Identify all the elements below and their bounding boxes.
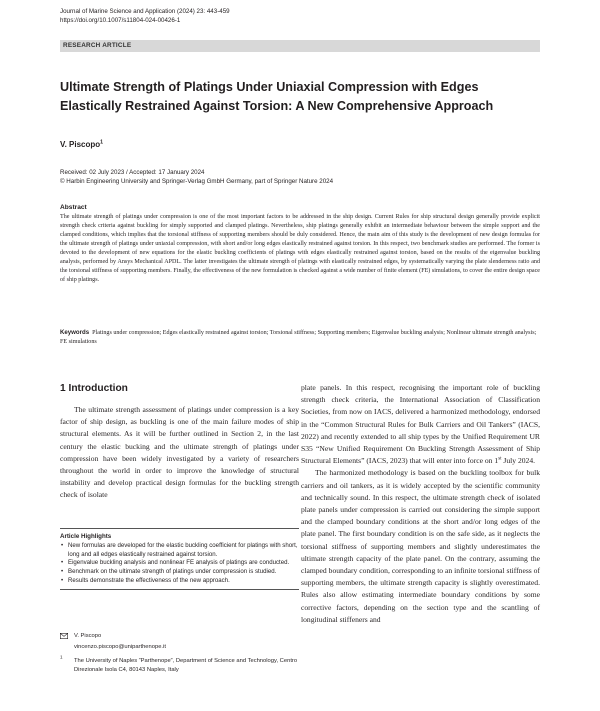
contact-email-row bbox=[60, 643, 299, 652]
author-name[interactable]: V. Piscopo bbox=[60, 140, 101, 149]
keywords-block bbox=[60, 328, 540, 347]
bullet-icon: • bbox=[61, 568, 64, 576]
abstract-heading: Abstract bbox=[60, 204, 87, 211]
highlights-top-rule bbox=[60, 528, 299, 529]
body-column-left bbox=[60, 404, 299, 502]
highlight-item: • Results demonstrate the effectiveness of the new approach. bbox=[61, 576, 230, 584]
highlight-item: • Benchmark on the ultimate strength of platings under compression is studied. bbox=[61, 568, 277, 576]
journal-header bbox=[60, 7, 230, 25]
intro-paragraph-1-cont-a: plate panels. In this respect, recognising the important role of buckling strength check criteria, the International Association of Classification Societies, from now on IACS, delivered a harmonized methodology, endorsed in the “Common Structural Rules for Bulk Carriers and Oil Tankers” (IACS, 2022) and recently extended to all ship types by the Unified Requirement UR S35 “New Unified Requirement On Buckling Strength Assessment of Ship Structural Elements” (IACS, 2023) that will enter into force on 1 bbox=[301, 383, 540, 466]
highlights-heading: Article Highlights bbox=[60, 533, 112, 540]
highlight-item: • Eigenvalue buckling analysis and nonlinear FE analysis of platings are conducted. bbox=[61, 559, 290, 567]
title-line-1: Ultimate Strength of Platings Under Uniaxial Compression with Edges bbox=[60, 80, 479, 94]
keywords-text: Platings under compression; Edges elastically restrained against torsion; Torsional stiffness; Supporting members; Eigenvalue buckling analysis; Nonlinear ultimate strength analysis; FE simulations bbox=[60, 330, 537, 346]
contact-name-row bbox=[60, 632, 299, 643]
intro-paragraph-1-cont-b: July 2024. bbox=[501, 456, 536, 466]
received-accepted: Received: 02 July 2023 / Accepted: 17 January 2024 bbox=[60, 169, 205, 176]
affiliation-row bbox=[60, 654, 299, 674]
bullet-icon: • bbox=[61, 542, 64, 549]
highlights-list bbox=[60, 542, 299, 586]
date-ordinal-suffix: st bbox=[498, 456, 502, 462]
article-dates bbox=[60, 168, 333, 186]
keywords-label: Keywords bbox=[60, 329, 90, 336]
envelope-icon bbox=[60, 632, 74, 643]
article-type-band bbox=[60, 40, 540, 52]
body-column-right bbox=[301, 382, 540, 626]
affiliation-number: 1 bbox=[60, 654, 63, 660]
journal-citation: Journal of Marine Science and Application (2024) 23: 443-459 bbox=[60, 8, 230, 15]
section-heading-introduction: 1 Introduction bbox=[60, 383, 128, 394]
bullet-icon: • bbox=[61, 576, 64, 584]
intro-paragraph-1-cont bbox=[301, 382, 540, 467]
article-highlights-box bbox=[60, 528, 299, 590]
corresponding-author-note bbox=[60, 632, 299, 674]
bullet-icon: • bbox=[61, 559, 64, 567]
title-line-2: Elastically Restrained Against Torsion: A New Comprehensive Approach bbox=[60, 99, 494, 113]
article-type-label: RESEARCH ARTICLE bbox=[63, 42, 132, 49]
article-title bbox=[60, 78, 540, 116]
abstract-text: The ultimate strength of platings under compression is one of the most important factors to be addressed in the ship design. Current Rules for ship structural design generally provide explicit strength check criteria against buckling for simply supported and clamped platings. Nevertheless, ship platings generally exhibit an intermediate behaviour between the simple support and the clamped conditions, which implies that the torsional stiffness of supporting members should be duly considered. Hence, the main aim of this study is the development of new design formulas for the ultimate strength of platings under uniaxial compression, with short and/or long edges elastically restrained against torsion. In this respect, two benchmark studies are performed. The former is devoted to the development of new equations for the elastic buckling coefficients of platings with edges elastically restrained against torsion, based on the results of the eigenvalue buckling analysis, performed by Ansys Mechanical APDL. The latter investigates the ultimate strength of platings with elastically restrained edges, by systematically varying the plate slenderness ratio and the torsional stiffness of supporting members. Finally, the effectiveness of the new formulation is checked against a wide number of finite element (FE) simulations, to cover the entire design space of ship platings. bbox=[60, 214, 540, 284]
highlights-bottom-rule bbox=[60, 589, 299, 590]
contact-name: V. Piscopo bbox=[74, 633, 102, 639]
affiliation-text: The University of Naples “Parthenope”, Department of Science and Technology, Centro Direzionale Isola C4, 80143 Naples, Italy bbox=[74, 658, 298, 673]
intro-paragraph-1: The ultimate strength assessment of platings under compression is a key factor of ship design, as buckling is one of the main failure modes of ship structural elements. As it will be further outlined in Section 2, in the last century the elastic bucking and the ultimate strength of platings under compression have been widely investigated by a variety of researchers throughout the world in order to improve the knowledge of structural instability and develop practical design formulas for the buckling strength check of isolate bbox=[60, 405, 299, 500]
intro-paragraph-2: The harmonized methodology is based on the buckling toolbox for bulk carriers and oil tankers, as it is widely accepted by the scientific community and technically sound. In this respect, the ultimate strength check of isolated plate panels under compression is carried out considering the simple support and the clamped boundary conditions at the short and/or long edges of the plate panel. The first boundary condition is on the safe side, as it neglects the torsional stiffness of supporting members and slightly underestimates the ultimate strength capacity of the plate panel. On the contrary, assuming the clamped boundary condition, corresponding to an infinite torsional stiffness of supporting members, the ultimate strength capacity is slightly overestimated. Rules also allow estimating intermediate boundary conditions by some corrective factors, depending on the section type and the scantling of longitudinal stiffeners and bbox=[301, 468, 540, 624]
author-line bbox=[60, 140, 103, 149]
contact-email[interactable]: vincenzo.piscopo@uniparthenope.it bbox=[74, 643, 166, 650]
author-affiliation-mark: 1 bbox=[100, 139, 104, 146]
copyright-notice: © Harbin Engineering University and Springer-Verlag GmbH Germany, part of Springer Nature 2024 bbox=[60, 178, 334, 185]
doi-link[interactable]: https://doi.org/10.1007/s11804-024-00426-1 bbox=[60, 17, 181, 24]
highlight-item: • New formulas are developed for the elastic buckling coefficient for platings with short, long and all edges elastically restrained against torsion. bbox=[61, 542, 298, 558]
